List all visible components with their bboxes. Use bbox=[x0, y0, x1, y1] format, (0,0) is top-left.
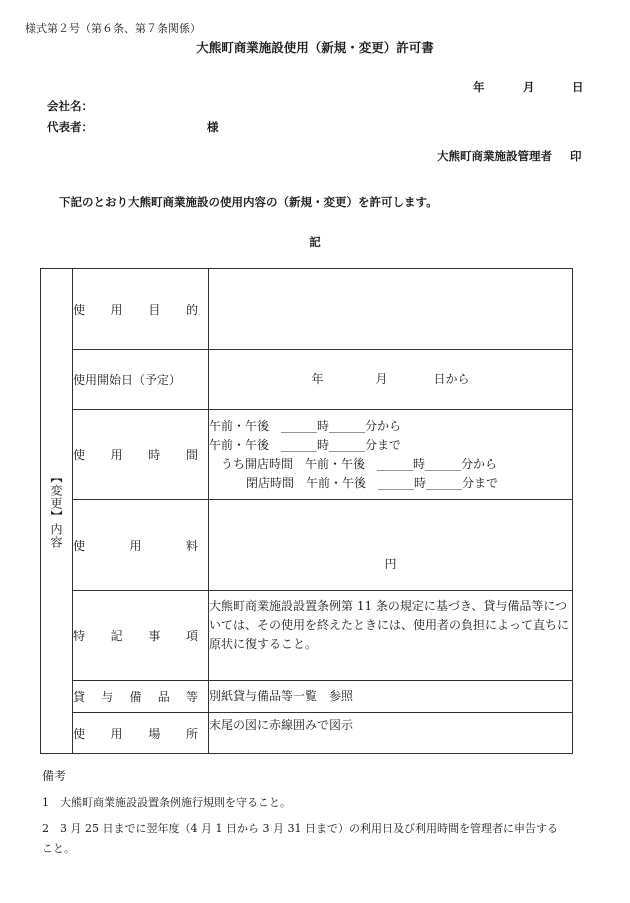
stamp-label: 印 bbox=[570, 149, 582, 163]
notes-heading: 備考 bbox=[42, 769, 67, 783]
fee-unit: 円 bbox=[384, 557, 397, 571]
purpose-value[interactable] bbox=[209, 269, 573, 350]
note-2: 2 3 月 25 日までに翌年度（4 月 1 日から 3 月 31 日まで）の利用日及び利用時間を管理者に申告する bbox=[42, 822, 558, 835]
special-value: 大熊町商業施設設置条例第 11 条の規定に基づき、貸与備品等については、その使用を終えたときには、使用者の負担によって直ちに原状に復すること。 bbox=[209, 591, 573, 681]
intro-text: 下記のとおり大熊町商業施設の使用内容の（新規・変更）を許可します。 bbox=[59, 195, 438, 209]
representative-label: 代表者： bbox=[47, 120, 93, 134]
purpose-label: 使 用 目 的 bbox=[73, 269, 209, 350]
row-location bbox=[41, 713, 573, 754]
form-number: 様式第２号（第６条、第７条関係） bbox=[25, 22, 201, 35]
equipment-value: 別紙貸与備品等一覧 参照 bbox=[209, 681, 573, 713]
note-2-continued: こと。 bbox=[42, 842, 75, 855]
row-purpose bbox=[41, 269, 573, 350]
location-label: 使 用 場 所 bbox=[73, 713, 209, 754]
start-date-value[interactable]: 年 月 日から bbox=[209, 350, 573, 410]
row-equipment bbox=[41, 681, 573, 713]
honorific: 様 bbox=[207, 120, 219, 134]
fee-value[interactable] bbox=[209, 500, 573, 591]
note-1: 1 大熊町商業施設設置条例施行規則を守ること。 bbox=[42, 796, 291, 809]
hours-label: 使 用 時 間 bbox=[73, 410, 209, 500]
row-hours bbox=[41, 410, 573, 500]
equipment-label: 貸 与 備 品 等 bbox=[73, 681, 209, 713]
company-label: 会社名： bbox=[47, 99, 93, 113]
row-fee bbox=[41, 500, 573, 591]
fee-label: 使 用 料 bbox=[73, 500, 209, 591]
document-title: 大熊町商業施設使用（新規・変更）許可書 bbox=[196, 40, 434, 55]
permit-table bbox=[40, 268, 573, 754]
date-year-label: 年 bbox=[473, 80, 485, 94]
start-date-label: 使用開始日（予定） bbox=[73, 350, 209, 410]
ki-heading: 記 bbox=[309, 235, 321, 249]
date-day-label: 日 bbox=[572, 80, 584, 94]
special-label: 特 記 事 項 bbox=[73, 591, 209, 681]
manager-name: 大熊町商業施設管理者 bbox=[437, 149, 552, 163]
row-start-date bbox=[41, 350, 573, 410]
row-special bbox=[41, 591, 573, 681]
side-label: 【変更】内容 bbox=[41, 269, 73, 754]
location-value: 末尾の図に赤線囲みで図示 bbox=[209, 713, 573, 754]
hours-value[interactable]: 午前・午後 ______時______分から 午前・午後 ______時______分まで うち開店時間 午前・午後 ______時______分から 閉店時間 午前・午後 ______時______分まで bbox=[209, 410, 573, 500]
date-month-label: 月 bbox=[523, 80, 535, 94]
